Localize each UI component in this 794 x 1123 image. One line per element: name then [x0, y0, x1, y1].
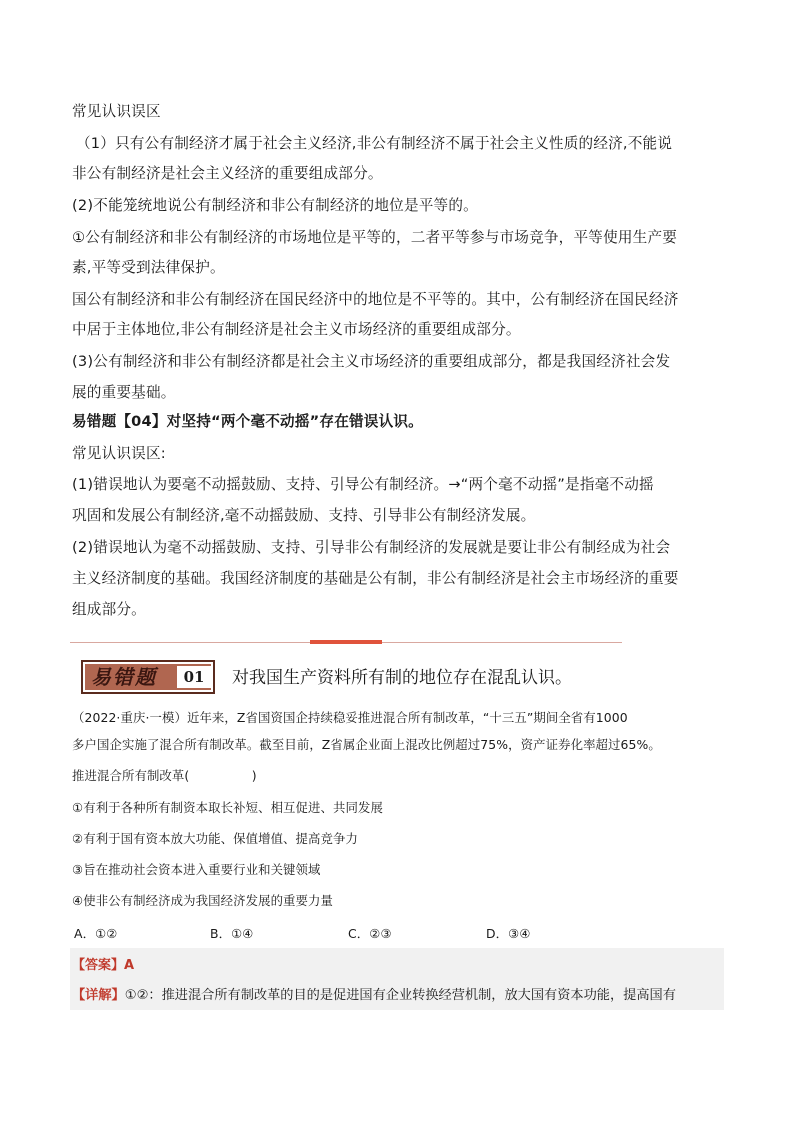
- section-title: 对我国生产资料所有制的地位存在混乱认识。: [232, 668, 572, 688]
- choice-b: B．①④: [210, 926, 254, 941]
- question-statement: ②有利于国有资本放大功能、保值增值、提高竞争力: [72, 831, 359, 846]
- item-title: 易错题【04】对坚持“两个毫不动摇”存在错误认识。: [72, 413, 423, 430]
- paragraph-line: ①公有制经济和非公有制经济的市场地位是平等的，二者平等参与市场竞争，平等使用生产要: [72, 229, 678, 246]
- question-source-line: 多户国企实施了混合所有制改革。截至目前，Z省属企业面上混改比例超过75%，资产证券化率超过65%。: [72, 737, 661, 752]
- paragraph-line: 素,平等受到法律保护。: [72, 259, 225, 276]
- choice-c: C．②③: [348, 926, 392, 941]
- answer-section: [70, 948, 724, 1010]
- paragraph-line: 组成部分。: [72, 601, 146, 618]
- paragraph-line: (1)错误地认为要毫不动摇鼓励、支持、引导公有制经济。→“两个毫不动摇”是指毫不动摇: [72, 476, 654, 493]
- detail-line: [72, 988, 676, 1004]
- answer-line: [72, 958, 134, 974]
- paragraph-line: (2)错误地认为毫不动摇鼓励、支持、引导非公有制经济的发展就是要让非公有制经成为社会: [72, 539, 671, 556]
- paragraph-line: 主义经济制度的基础。我国经济制度的基础是公有制，非公有制经济是社会主市场经济的重要: [72, 570, 679, 587]
- detail-text: ①②：推进混合所有制改革的目的是促进国有企业转换经营机制，放大国有资本功能，提高国有: [124, 988, 676, 1003]
- divider-accent: [310, 640, 382, 644]
- error-item-badge: [81, 660, 215, 694]
- detail-label: 【详解】: [72, 988, 125, 1003]
- paragraph-line: （1）只有公有制经济才属于社会主义经济,非公有制经济不属于社会主义性质的经济,不能说: [76, 135, 673, 152]
- paragraph-line: (3)公有制经济和非公有制经济都是社会主义市场经济的重要组成部分，都是我国经济社会发: [72, 353, 671, 370]
- badge-number: 01: [177, 666, 211, 688]
- question-stem: 推进混合所有制改革( ): [72, 768, 257, 783]
- question-statement: ④使非公有制经济成为我国经济发展的重要力量: [72, 893, 334, 908]
- paragraph-line: 中居于主体地位,非公有制经济是社会主义市场经济的重要组成部分。: [72, 321, 521, 338]
- choice-a: A．①②: [74, 926, 118, 941]
- question-statement: ③旨在推动社会资本进入重要行业和关键领域: [72, 862, 321, 877]
- section-divider: [70, 640, 622, 646]
- question-source-line: （2022·重庆·一模）近年来，Z省国资国企持续稳妥推进混合所有制改革，“十三五”期间全省有1000: [72, 710, 628, 725]
- paragraph-line: 展的重要基础。: [72, 384, 176, 401]
- paragraph-line: 国公有制经济和非公有制经济在国民经济中的地位是不平等的。其中，公有制经济在国民经济: [72, 291, 679, 308]
- question-statement: ①有利于各种所有制资本取长补短、相互促进、共同发展: [72, 800, 383, 815]
- badge-background: [85, 664, 211, 690]
- paragraph-line: (2)不能笼统地说公有制经济和非公有制经济的地位是平等的。: [72, 197, 478, 214]
- paragraph-line: 巩固和发展公有制经济,毫不动摇鼓励、支持、引导非公有制经济发展。: [72, 507, 536, 524]
- section-heading: 常见认识误区:: [72, 445, 166, 462]
- paragraph-line: 非公有制经济是社会主义经济的重要组成部分。: [72, 165, 383, 182]
- badge-label: 易错题: [91, 665, 157, 689]
- answer-value: A: [124, 958, 135, 973]
- choice-d: D．③④: [486, 926, 531, 941]
- section-heading: 常见认识误区: [72, 103, 161, 120]
- answer-label: 【答案】: [72, 958, 125, 973]
